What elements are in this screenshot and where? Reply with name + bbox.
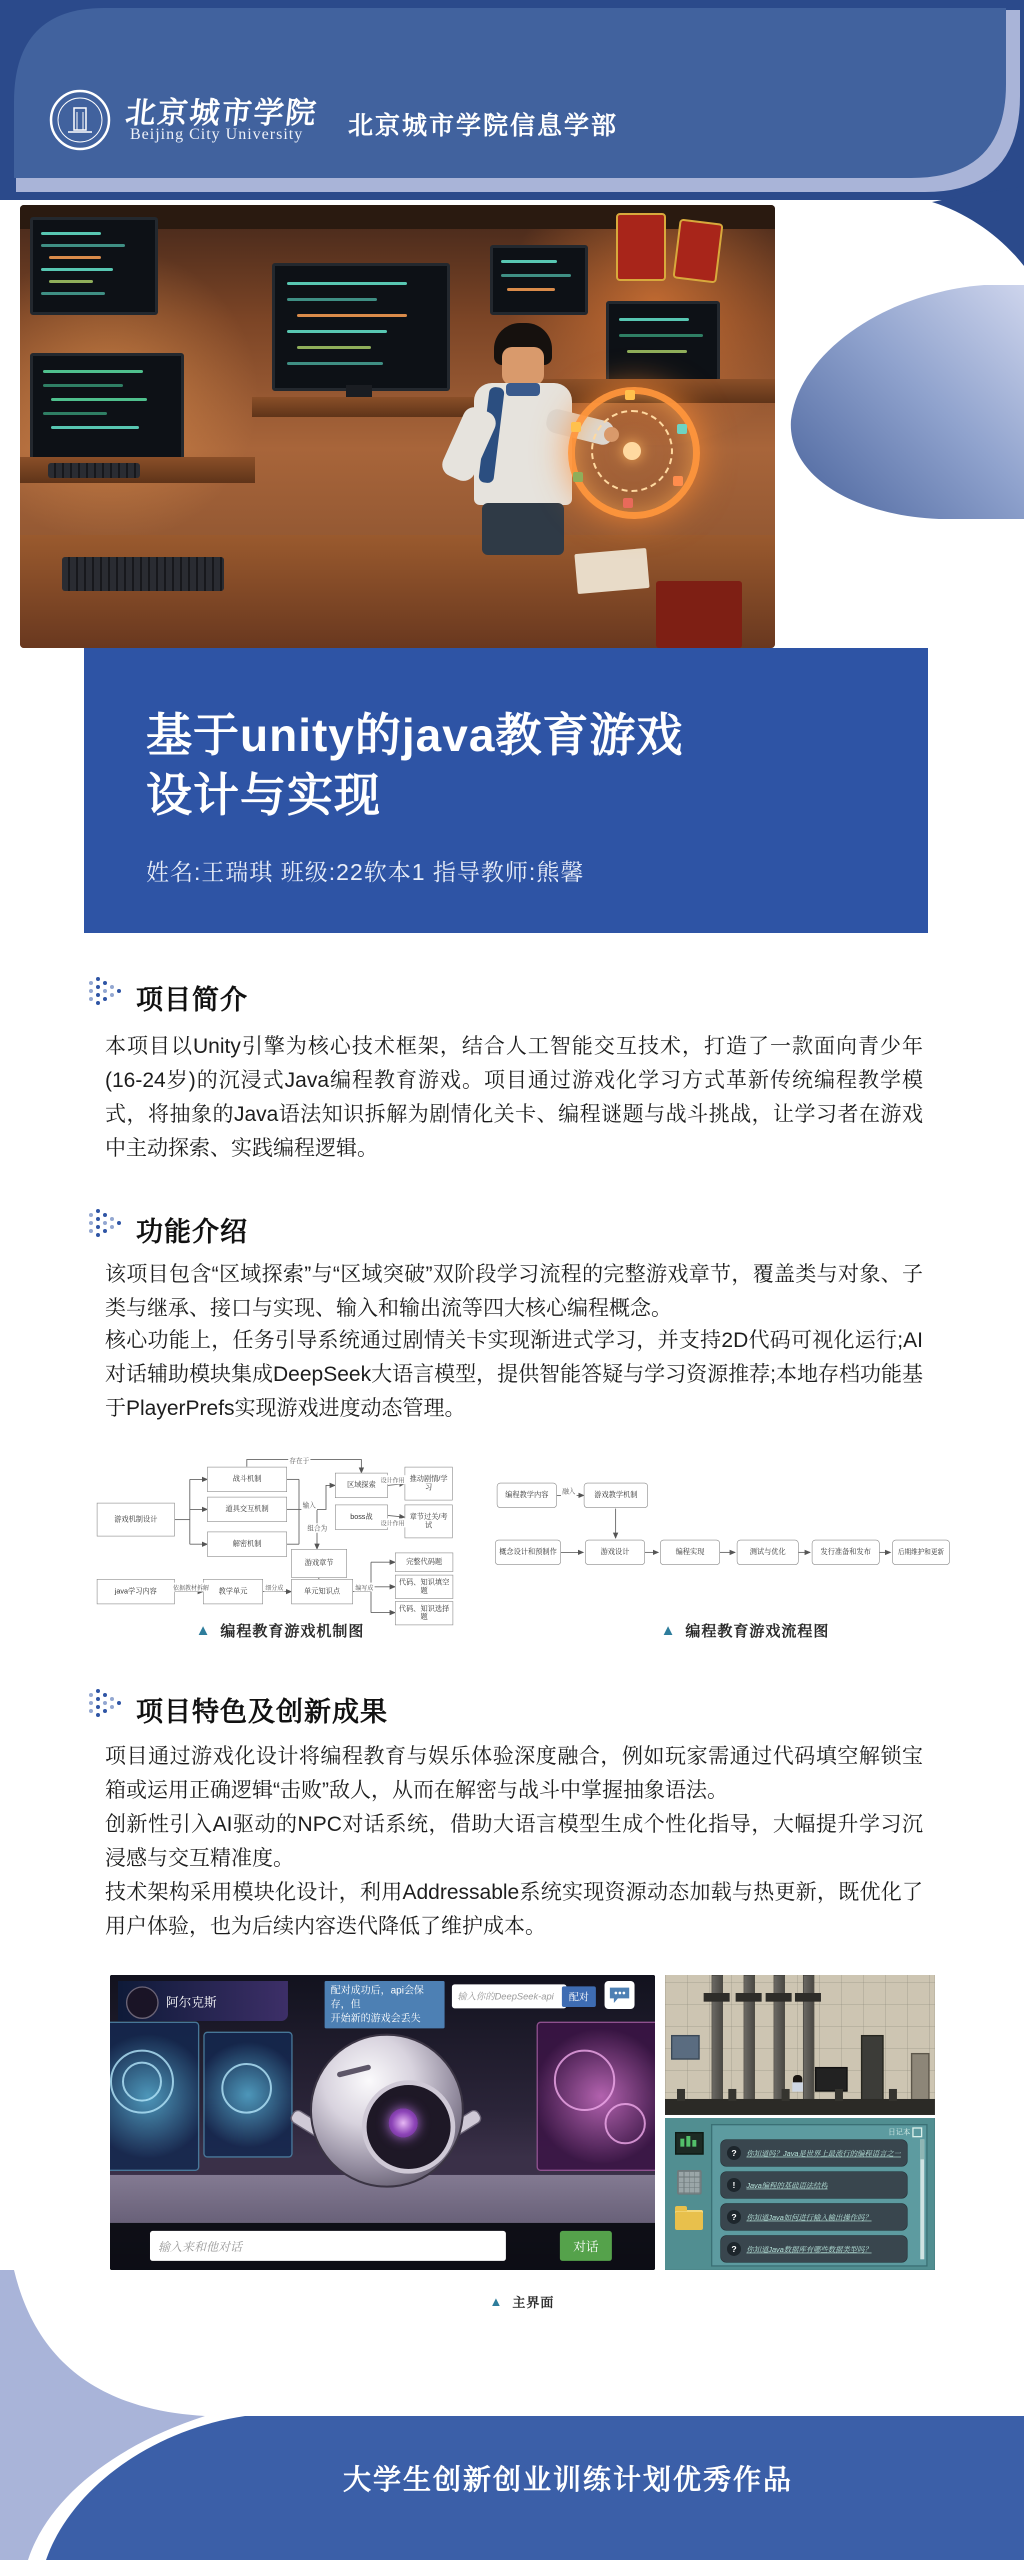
- caption-triangle-icon: ▲: [195, 1622, 211, 1639]
- api-tooltip: 配对成功后，api会保存，但 开始新的游戏会丢失: [325, 1981, 445, 2028]
- quiz-row[interactable]: ? 你知道吗？Java是世界上最流行的编程语言之一: [720, 2139, 907, 2166]
- npc-nameplate: [118, 1981, 288, 2021]
- university-name-en: Beijing City University: [130, 126, 304, 143]
- diagram-node: 游戏章节: [291, 1549, 347, 1578]
- diagram-node: 教学单元: [203, 1579, 263, 1604]
- code-monitor: [30, 217, 158, 315]
- diagram-node: boss战: [335, 1505, 388, 1530]
- diagram-node: 推动剧情/学习: [405, 1467, 453, 1501]
- diagram-node: 战斗机制: [207, 1467, 287, 1492]
- caption-triangle-icon: ▲: [489, 2294, 503, 2309]
- diagram-node: 游戏机制设计: [97, 1503, 175, 1537]
- floor-valve: [835, 2089, 843, 2101]
- edge-label: 存在于: [289, 1457, 310, 1465]
- university-logo: [48, 88, 112, 152]
- diagram-node: 代码、知识填空题: [395, 1575, 453, 1599]
- pair-button[interactable]: 配对: [562, 1986, 596, 2007]
- diagram-node: 单元知识点: [291, 1579, 353, 1604]
- chat-input[interactable]: 输入来和他对话: [150, 2231, 506, 2261]
- section-dots-icon: [88, 1206, 124, 1242]
- server-cabinet: [861, 2035, 884, 2102]
- pipe-label: [795, 1993, 821, 2002]
- question-icon: ?: [727, 2146, 741, 2160]
- wall-screen: [110, 2022, 199, 2171]
- hero-photo: [20, 205, 775, 648]
- code-monitor: [606, 301, 720, 385]
- pipe-label: [736, 1993, 762, 2002]
- character-body: [792, 2082, 803, 2091]
- face: [502, 347, 544, 385]
- red-box: [656, 581, 742, 648]
- edge-label: 细分成: [264, 1583, 284, 1592]
- floor-valve: [728, 2089, 736, 2101]
- exclaim-icon: !: [727, 2178, 741, 2192]
- terminal: [815, 2067, 848, 2092]
- holo-ring: [568, 387, 700, 519]
- diagram-node: 解密机制: [207, 1532, 287, 1557]
- diagram-node: 代码、知识选择题: [395, 1601, 453, 1625]
- wall-grate: [671, 2035, 700, 2060]
- code-monitor: [490, 245, 588, 315]
- pipe-label: [766, 1993, 792, 2002]
- intro-paragraph: 本项目以Unity引擎为核心技术框架，结合人工智能交互技术，打造了一款面向青少年(16-24岁)的沉浸式Java编程教育游戏。项目通过游戏化学习方式革新传统编程教学模式，将抽象的Java语法知识拆解为剧情化关卡、编程谜题与战斗挑战，让学习者在游戏中主动探索、实践编程逻辑。: [105, 1035, 923, 1160]
- edge-label: 编写成: [354, 1583, 374, 1592]
- department-title: 北京城市学院信息学部: [348, 112, 619, 140]
- flow-node: 编程实现: [660, 1540, 720, 1565]
- door: [911, 2053, 930, 2102]
- university-name-cn: 北京城市学院: [123, 97, 320, 130]
- diagram-node: 道具交互机制: [207, 1497, 287, 1522]
- chat-icon-button[interactable]: [605, 1981, 635, 2009]
- flow-node: 测试与优化: [737, 1540, 799, 1565]
- quiz-row[interactable]: ? 你知道Java如何进行输入输出操作吗？: [720, 2203, 907, 2230]
- innovation-paragraph-3: 技术架构采用模块化设计，利用Addressable系统实现资源动态加载与热更新，既优化了用户体验，也为后续内容迭代降低了维护成本。: [105, 1881, 923, 1938]
- section-dots-icon: [88, 974, 124, 1010]
- keyboard: [62, 557, 224, 591]
- features-paragraph-1: 该项目包含“区域探索”与“区域突破”双阶段学习流程的完整游戏章节，覆盖类与对象、子类与继承、接口与实现、输入和输出流等四大核心编程概念。: [105, 1263, 923, 1320]
- floor: [665, 2099, 935, 2115]
- question-icon: ?: [727, 2242, 741, 2256]
- mechanism-diagram: [95, 1456, 460, 1634]
- talk-button[interactable]: 对话: [560, 2231, 612, 2261]
- shorts: [482, 503, 564, 555]
- section-heading-innovation: 项目特色及创新成果: [136, 1697, 388, 1727]
- poster-title-line1: 基于unity的java教育游戏: [146, 709, 684, 761]
- close-icon[interactable]: [912, 2127, 922, 2137]
- api-input[interactable]: 输入你的DeepSeek-api: [452, 1984, 567, 2008]
- game-screenshot-notebook: [665, 2118, 935, 2270]
- diagram-node: 区域探索: [335, 1473, 388, 1498]
- quiz-row[interactable]: ? 你知道Java数据库有哪些数据类型吗？: [720, 2235, 907, 2262]
- npc-avatar: [126, 1986, 159, 2019]
- desktop-icon-calculator[interactable]: [677, 2170, 702, 2195]
- main-ui-caption: ▲ 主界面: [489, 2294, 555, 2310]
- footer-background: [0, 2270, 1024, 2560]
- edge-label: 组合为: [307, 1525, 328, 1533]
- quiz-row[interactable]: ! Java编程的基础语法结构: [720, 2171, 907, 2198]
- scrollbar-thumb: [920, 2139, 924, 2159]
- npc-name: 阿尔克斯: [165, 1995, 217, 2010]
- game-screenshot-level: [665, 1975, 935, 2115]
- wall-screen: [537, 2022, 655, 2171]
- floor-valve: [677, 2089, 685, 2101]
- footer-slogan: 大学生创新创业训练计划优秀作品: [342, 2464, 793, 2495]
- wall-screen: [203, 2032, 292, 2158]
- poster-title-line2: 设计与实现: [146, 768, 381, 821]
- code-monitor: [30, 353, 184, 463]
- red-lantern-tag: [616, 213, 666, 281]
- title-block: [84, 648, 928, 933]
- notebook-window: [711, 2124, 928, 2267]
- floor-valve: [889, 2089, 897, 2101]
- edge-label: 依据教材拆解: [172, 1583, 210, 1592]
- flow-diagram-arrows: [495, 1466, 950, 1581]
- game-screenshot-main: [110, 1975, 655, 2270]
- scrollbar[interactable]: [920, 2139, 924, 2259]
- chat-bubble-icon: [605, 1981, 635, 2009]
- question-icon: ?: [727, 2210, 741, 2224]
- window-title: 日记本: [888, 2128, 911, 2137]
- desktop-icon-folder[interactable]: [675, 2210, 703, 2230]
- innovation-paragraph-2: 创新性引入AI驱动的NPC对话系统，借助大语言模型生成个性化指导，大幅提升学习沉浸感与交互精准度。: [105, 1813, 923, 1870]
- flow-node: 游戏教学机制: [584, 1483, 648, 1508]
- diagram-node: java学习内容: [97, 1579, 175, 1604]
- desktop-icon-screen[interactable]: [675, 2132, 704, 2155]
- collar: [506, 383, 540, 396]
- red-lantern-tag: [673, 219, 724, 284]
- robot-pupil: [389, 2108, 418, 2137]
- diagram-node: 完整代码题: [395, 1553, 453, 1572]
- caption-triangle-icon: ▲: [660, 1622, 676, 1639]
- features-paragraph-2: 核心功能上，任务引导系统通过剧情关卡实现渐进式学习，并支持2D代码可视化运行;AI对话辅助模块集成DeepSeek大语言模型，提供智能答疑与学习资源推荐;本地存档功能基于PlayerPrefs实现游戏进度动态管理。: [105, 1329, 923, 1420]
- edge-label: 设计作用: [379, 1475, 405, 1484]
- flow-node: 编程教学内容: [497, 1483, 557, 1508]
- flow-node: 后期维护和更新: [892, 1540, 950, 1565]
- innovation-paragraph-1: 项目通过游戏化设计将编程教育与娱乐体验深度融合，例如玩家需通过代码填空解锁宝箱或运用正确逻辑“击败”敌人，从而在解密与战斗中掌握抽象语法。: [105, 1745, 923, 1802]
- edge-label: 融入: [562, 1488, 576, 1496]
- edge-label: 设计作用: [379, 1518, 405, 1527]
- flow-node: 游戏设计: [585, 1540, 645, 1565]
- pipe-label: [704, 1993, 730, 2002]
- flow-caption: ▲ 编程教育游戏流程图: [660, 1622, 830, 1640]
- floor-valve: [782, 2089, 790, 2101]
- flow-node: 发行准备和发布: [812, 1540, 880, 1565]
- section-heading-features: 功能介绍: [136, 1217, 248, 1247]
- mechanism-caption: ▲ 编程教育游戏机制图: [195, 1622, 365, 1640]
- edge-label: 输入: [302, 1502, 316, 1510]
- decorative-blob: [787, 283, 1024, 523]
- code-monitor: [272, 263, 450, 391]
- flow-node: 概念设计和预制作: [495, 1540, 561, 1565]
- flow-diagram: [495, 1466, 955, 1586]
- keyboard: [48, 463, 140, 478]
- diagram-node: 章节过关/考试: [405, 1505, 453, 1539]
- desk: [252, 397, 474, 417]
- section-dots-icon: [88, 1686, 124, 1722]
- section-heading-intro: 项目简介: [136, 985, 248, 1015]
- robot-npc: [305, 2034, 465, 2194]
- poster-meta: 姓名:王瑞琪 班级:22软本1 指导教师:熊馨: [146, 858, 585, 885]
